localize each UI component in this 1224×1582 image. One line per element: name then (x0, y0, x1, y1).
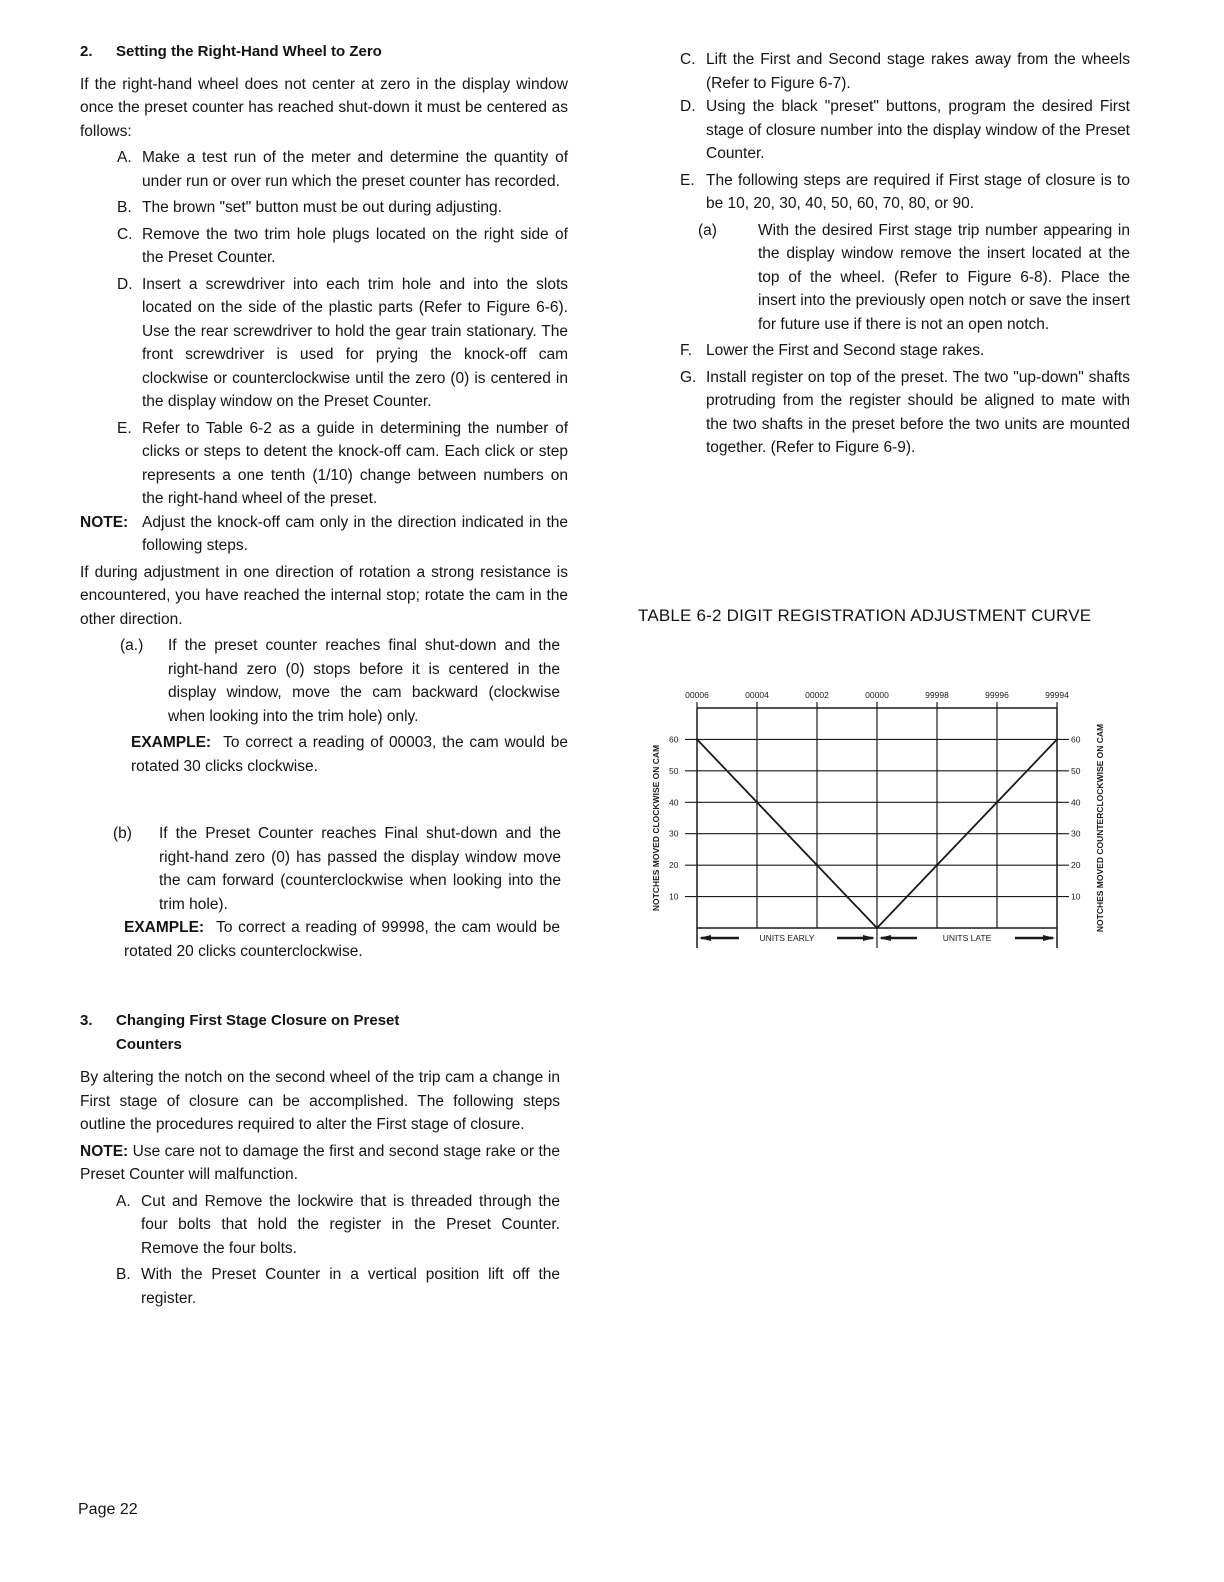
note-text: Use care not to damage the first and second stage rake or the Preset Counter will malfunction. (80, 1142, 560, 1183)
y-tick-label-right: 50 (1071, 765, 1081, 776)
note (80, 511, 568, 558)
data-point (876, 927, 878, 929)
example-label: EXAMPLE: (131, 734, 212, 751)
section-title: Changing First Stage Closure on Preset (116, 1012, 400, 1029)
arrowhead-left (699, 935, 711, 941)
list-item (117, 273, 568, 414)
list-item (680, 339, 1130, 363)
list-label: A. (116, 1192, 131, 1210)
data-point (936, 864, 938, 866)
list-item (117, 417, 568, 511)
example-text: To correct a reading of 00003, the cam would be rotated 30 clicks clockwise. (131, 734, 568, 775)
sub-text: If the preset counter reaches final shut-down and the right-hand zero (0) stops before it is centered in the display window, move the cam backward (clockwise when looking into the trim hole) only. (168, 637, 560, 725)
list-text: Install register on top of the preset. The two "up-down" shafts protruding from the register should be aligned to mate with the two shafts in the preset before the two units are mounted together. (Refer to Figure 6-9). (706, 368, 1130, 456)
list-text: Insert a screwdriver into each trim hole and into the slots located on the side of the plastic parts (Refer to Figure 6-6). Use the rear screwdriver to hold the gear train stationary. The front screwdriver is used for prying the knock-off cam clockwise or counterclockwise until the zero (0) is centered in the display window on the Preset Counter. (142, 275, 568, 410)
list-label: D. (680, 98, 696, 115)
list-item (680, 95, 1130, 166)
section-number: 3. (80, 1012, 93, 1029)
left-column (80, 40, 568, 1310)
note-label: NOTE: (80, 513, 129, 531)
sub-label: (b) (113, 825, 132, 842)
sub-item-a (120, 634, 568, 728)
list-item (116, 1190, 560, 1261)
note-text: Adjust the knock-off cam only in the direction indicated in the following steps. (142, 513, 568, 554)
x-annotation-late: UNITS LATE (942, 933, 992, 943)
adjustment-curve-chart (640, 680, 1120, 955)
sub-text: If the Preset Counter reaches Final shut-down and the right-hand zero (0) has passed the display window move the cam forward (counterclockwise when looking into the trim hole). (159, 825, 561, 913)
x-tick-label: 99998 (925, 690, 949, 700)
section-2-intro: If the right-hand wheel does not center at zero in the display window once the preset counter has reached shut-down it must be centered as follows: (80, 75, 568, 140)
section-2-heading (80, 40, 568, 64)
arrowhead-center-left (863, 935, 875, 941)
list-label: D. (117, 275, 133, 293)
list-text: The brown "set" button must be out during adjusting. (142, 199, 502, 216)
list-item (680, 169, 1130, 216)
list-item (117, 146, 568, 193)
list-label: C. (117, 225, 133, 243)
y-tick-label-left: 10 (669, 891, 679, 902)
section-title-continued: Counters (116, 1035, 182, 1053)
section-title: Setting the Right-Hand Wheel to Zero (116, 43, 382, 60)
x-tick-label: 00002 (805, 690, 829, 700)
y-tick-label-right: 30 (1071, 828, 1081, 839)
list-text: Cut and Remove the lockwire that is threaded through the four bolts that hold the register in the Preset Counter. Remove the four bolts. (141, 1192, 560, 1257)
sub-label: (a) (698, 221, 717, 239)
list-text: With the Preset Counter in a vertical position lift off the register. (141, 1266, 560, 1307)
sub-item-b (113, 822, 561, 916)
list-label: C. (680, 51, 696, 68)
sub-item-a (698, 219, 1130, 337)
list-item (680, 366, 1130, 460)
note-label: NOTE: (80, 1142, 129, 1160)
example-a (131, 731, 568, 778)
y-tick-label-left: 40 (669, 797, 679, 808)
list-label: A. (117, 149, 132, 166)
sub-label: (a.) (120, 637, 144, 654)
y-axis-label-left: NOTCHES MOVED CLOCKWISE ON CAM (651, 744, 661, 912)
list-item (117, 196, 568, 220)
y-axis-label-right: NOTCHES MOVED COUNTERCLOCKWISE ON CAM (1095, 723, 1105, 933)
list-item (116, 1263, 560, 1310)
note (80, 1140, 560, 1187)
list-text: Refer to Table 6-2 as a guide in determining the number of clicks or steps to detent the knock-off cam. Each click or step represents a one tenth (1/10) change between numbers on the right-hand wheel of the preset. (142, 419, 568, 507)
example-text: To correct a reading of 99998, the cam would be rotated 20 clicks counterclockwise. (124, 919, 560, 960)
section-number: 2. (80, 43, 93, 60)
list-text: Using the black "preset" buttons, program the desired First stage of closure number into the display window of the Preset Counter. (706, 98, 1130, 162)
list-text: Lift the First and Second stage rakes away from the wheels (Refer to Figure 6-7). (706, 51, 1130, 92)
x-tick-label: 00006 (685, 690, 709, 700)
y-tick-label-right: 10 (1071, 891, 1081, 902)
list-text: Remove the two trim hole plugs located on the right side of the Preset Counter. (142, 225, 568, 266)
right-column (680, 48, 1130, 460)
list-item (117, 223, 568, 270)
table-title: TABLE 6-2 DIGIT REGISTRATION ADJUSTMENT CURVE (638, 606, 1092, 625)
arrowhead-center-right (879, 935, 891, 941)
data-point (696, 738, 698, 740)
sub-text: With the desired First stage trip number appearing in the display window remove the insert located at the top of the wheel. (Refer to Figure 6-8). Place the insert into the previously open notch or save the insert for future use if there is not an open notch. (758, 221, 1130, 333)
y-tick-label-right: 40 (1071, 797, 1081, 808)
list-label: B. (117, 199, 132, 216)
y-tick-label-left: 30 (669, 828, 679, 839)
resistance-paragraph: If during adjustment in one direction of rotation a strong resistance is encountered, you have reached the internal stop; rotate the cam in the other direction. (80, 563, 568, 628)
data-point (996, 801, 998, 803)
x-tick-label: 99996 (985, 690, 1009, 700)
x-tick-label: 99994 (1045, 690, 1069, 700)
page-number: Page 22 (78, 1501, 138, 1518)
example-label: EXAMPLE: (124, 919, 205, 936)
y-tick-label-left: 60 (669, 734, 679, 745)
x-tick-label: 00000 (865, 690, 889, 700)
section-3-heading (80, 1009, 560, 1033)
arrowhead-right (1043, 935, 1055, 941)
y-tick-label-left: 50 (669, 765, 679, 776)
list-label: E. (117, 419, 132, 437)
list-label: B. (116, 1266, 131, 1283)
y-tick-label-right: 20 (1071, 860, 1081, 871)
list-label: G. (680, 368, 697, 386)
data-point (1056, 738, 1058, 740)
data-point (816, 864, 818, 866)
list-text: The following steps are required if First stage of closure is to be 10, 20, 30, 40, 50, 60, 70, 80, or 90. (706, 171, 1130, 212)
list-text: Make a test run of the meter and determine the quantity of under run or over run which the preset counter has recorded. (142, 149, 568, 190)
example-b (124, 916, 560, 963)
list-item (680, 48, 1130, 95)
list-label: E. (680, 171, 695, 189)
section-3-intro: By altering the notch on the second wheel of the trip cam a change in First stage of closure can be accomplished. The following steps outline the procedures required to alter the First stage of closure. (80, 1069, 560, 1133)
y-tick-label-left: 20 (669, 860, 679, 871)
y-tick-label-right: 60 (1071, 734, 1081, 745)
list-text: Lower the First and Second stage rakes. (706, 342, 985, 359)
x-annotation-early: UNITS EARLY (759, 933, 815, 943)
x-tick-label: 00004 (745, 690, 769, 700)
data-point (756, 801, 758, 803)
list-label: F. (680, 342, 693, 359)
section-3 (80, 1009, 560, 1310)
